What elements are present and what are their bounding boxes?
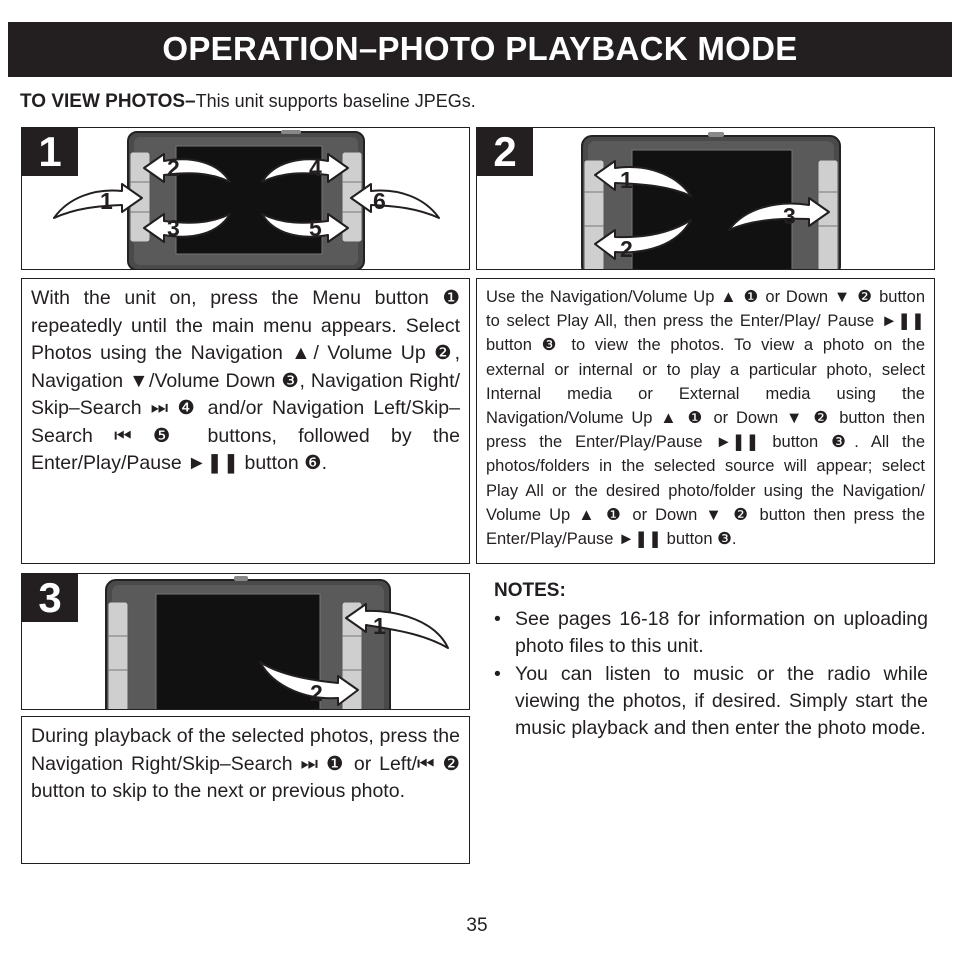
step-number: 3 (22, 574, 78, 622)
callout-label: 3 (167, 215, 180, 241)
step-3-text: During playback of the selected photos, press the Navigation Right/Skip–Search ⏭ ❶ or Left/⏮ ❷ button to skip to the next or previous photo. (31, 725, 460, 802)
bullet: • (494, 663, 501, 685)
step-1-instructions (21, 278, 470, 564)
list-item (494, 661, 928, 742)
list-item (494, 606, 928, 660)
callout-label: 1 (100, 188, 113, 214)
note-text: You can listen to music or the radio while viewing the photos, if desired. Simply start the music playback and then enter the photo mode. (515, 663, 928, 739)
step-1-text: With the unit on, press the Menu button ❶ repeatedly until the main menu appears. Select Photos using the Navigation ▲/ Volume Up ❷, Navigation ▼/Volume Down ❸, Navigation Right/ Skip–Search ⏭ ❹ and/or Navigation Left/Skip–Search ⏮ ❺ buttons, followed by the Enter/Play/Pause ►❚❚ button ❻. (31, 287, 460, 474)
step-2-illustration (476, 127, 935, 270)
notes-list (494, 606, 928, 742)
step-number: 2 (477, 128, 533, 176)
callout-label: 6 (373, 188, 386, 214)
step-3-instructions (21, 716, 470, 864)
callout-label: 4 (309, 155, 322, 181)
notes-title: NOTES: (494, 580, 566, 601)
step-2-text: Use the Navigation/Volume Up ▲ ❶ or Down ▼ ❷ button to select Play All, then press the Enter/Play/ Pause ►❚❚ button ❸ to view the photos. To view a photo on the external or internal or to play a particular photo, select Internal media or External media using the Navigation/Volume Up ▲ ❶ or Down ▼ ❷ button then press the Enter/Play/Pause ►❚❚ button ❸. All the photos/folders in the selected source will appear; select Play All or the desired photo/folder using the Navigation/ Volume Up ▲ ❶ or Down ▼ ❷ button then press the Enter/Play/Pause ►❚❚ button ❸. (486, 288, 925, 549)
intro-text: This unit supports baseline JPEGs. (195, 91, 476, 111)
intro-line (20, 91, 476, 113)
bullet: • (494, 608, 501, 630)
callout-label: 2 (620, 236, 633, 262)
device-illustration-2 (477, 128, 935, 270)
callout-label: 1 (620, 167, 633, 193)
note-text: See pages 16-18 for information on uploading photo files to this unit. (515, 608, 928, 657)
notes-section (494, 580, 928, 743)
callout-label: 5 (309, 215, 322, 241)
header-bar (8, 22, 952, 77)
callout-label: 2 (310, 680, 323, 706)
intro-heading: TO VIEW PHOTOS– (20, 91, 196, 112)
step-2-instructions (476, 278, 935, 564)
step-number: 1 (22, 128, 78, 176)
page-title: OPERATION–PHOTO PLAYBACK MODE (162, 30, 798, 67)
page-number: 35 (466, 915, 488, 936)
callout-label: 1 (373, 613, 386, 639)
device-illustration-3 (22, 574, 470, 710)
step-1-illustration (21, 127, 470, 270)
step-3-illustration (21, 573, 470, 710)
callout-label: 2 (167, 155, 180, 181)
callout-label: 3 (783, 203, 796, 229)
device-illustration-1 (22, 128, 470, 270)
